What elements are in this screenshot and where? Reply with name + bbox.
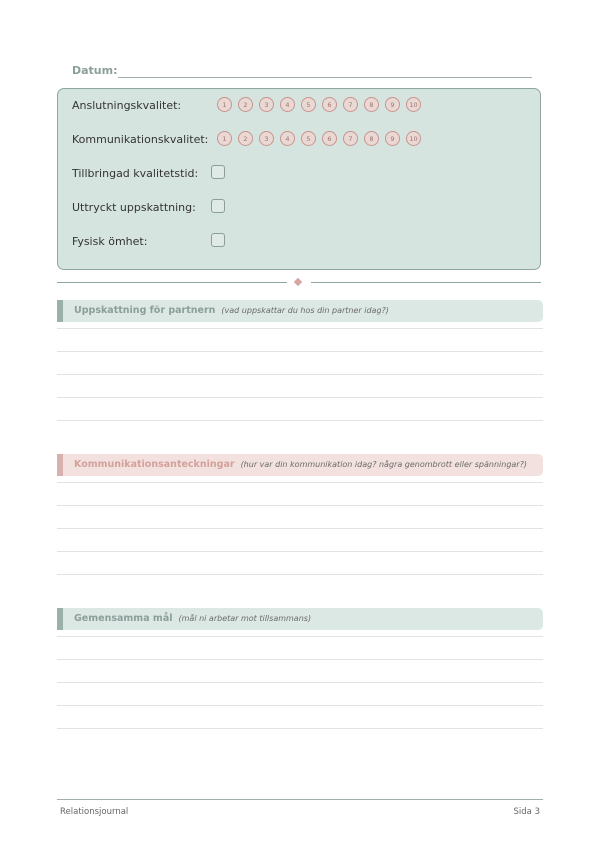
section-hint: (mål ni arbetar mot tillsammans): [178, 614, 312, 623]
date-input-line[interactable]: [118, 77, 532, 78]
rating-label: Anslutningskvalitet:: [72, 99, 182, 112]
writing-line[interactable]: [57, 659, 543, 660]
writing-line[interactable]: [57, 682, 543, 683]
writing-line[interactable]: [57, 420, 543, 421]
writing-line[interactable]: [57, 728, 543, 729]
section-accent-bar: [57, 454, 63, 476]
rating-circle[interactable]: 9: [385, 97, 400, 112]
writing-line[interactable]: [57, 551, 543, 552]
rating-label: Kommunikationskvalitet:: [72, 133, 209, 146]
writing-line[interactable]: [57, 574, 543, 575]
writing-line[interactable]: [57, 482, 543, 483]
rating-circle[interactable]: 5: [301, 97, 316, 112]
section-accent-bar: [57, 608, 63, 630]
section-title: [74, 613, 311, 624]
rating-circle[interactable]: 2: [238, 131, 253, 146]
rating-circle[interactable]: 3: [259, 97, 274, 112]
writing-line[interactable]: [57, 505, 543, 506]
writing-line[interactable]: [57, 374, 543, 375]
footer-page-number: Sida 3: [513, 807, 540, 817]
affection-checkbox[interactable]: [211, 233, 225, 247]
rating-scale: [217, 97, 421, 112]
rating-circle[interactable]: 1: [217, 131, 232, 146]
rating-scale: [217, 131, 421, 146]
writing-line[interactable]: [57, 328, 543, 329]
writing-line[interactable]: [57, 351, 543, 352]
section-header-appreciation: [57, 300, 543, 322]
rating-circle[interactable]: 10: [406, 97, 421, 112]
check-label: Fysisk ömhet:: [72, 235, 148, 248]
date-label: Datum:: [72, 64, 118, 77]
daily-rating-box: [57, 88, 541, 270]
rating-circle[interactable]: 4: [280, 97, 295, 112]
rating-circle[interactable]: 6: [322, 131, 337, 146]
quality-time-checkbox[interactable]: [211, 165, 225, 179]
check-label: Tillbringad kvalitetstid:: [72, 167, 199, 180]
divider-line-left: [57, 282, 287, 283]
rating-circle[interactable]: 8: [364, 131, 379, 146]
divider-line-right: [311, 282, 541, 283]
rating-circle[interactable]: 8: [364, 97, 379, 112]
ornament-divider: [57, 282, 541, 284]
writing-line[interactable]: [57, 397, 543, 398]
rating-circle[interactable]: 5: [301, 131, 316, 146]
check-label: Uttryckt uppskattning:: [72, 201, 196, 214]
rating-circle[interactable]: 10: [406, 131, 421, 146]
footer-divider: [57, 799, 543, 800]
section-title-text: Gemensamma mål: [74, 613, 173, 624]
section-hint: (hur var din kommunikation idag? några genombrott eller spänningar?): [240, 460, 527, 469]
section-title-text: Uppskattning för partnern: [74, 305, 216, 316]
rating-circle[interactable]: 7: [343, 131, 358, 146]
writing-line[interactable]: [57, 636, 543, 637]
writing-line[interactable]: [57, 705, 543, 706]
rating-circle[interactable]: 4: [280, 131, 295, 146]
section-title: [74, 459, 527, 470]
section-hint: (vad uppskattar du hos din partner idag?): [221, 306, 389, 315]
date-row: [72, 62, 532, 80]
rating-circle[interactable]: 1: [217, 97, 232, 112]
section-header-communication: [57, 454, 543, 476]
appreciation-checkbox[interactable]: [211, 199, 225, 213]
section-header-goals: [57, 608, 543, 630]
rating-circle[interactable]: 6: [322, 97, 337, 112]
section-title: [74, 305, 389, 316]
diamond-icon: [294, 278, 302, 286]
rating-circle[interactable]: 3: [259, 131, 274, 146]
section-accent-bar: [57, 300, 63, 322]
rating-circle[interactable]: 9: [385, 131, 400, 146]
footer-journal-title: Relationsjournal: [60, 807, 129, 817]
rating-circle[interactable]: 7: [343, 97, 358, 112]
rating-circle[interactable]: 2: [238, 97, 253, 112]
section-title-text: Kommunikationsanteckningar: [74, 459, 235, 470]
writing-line[interactable]: [57, 528, 543, 529]
